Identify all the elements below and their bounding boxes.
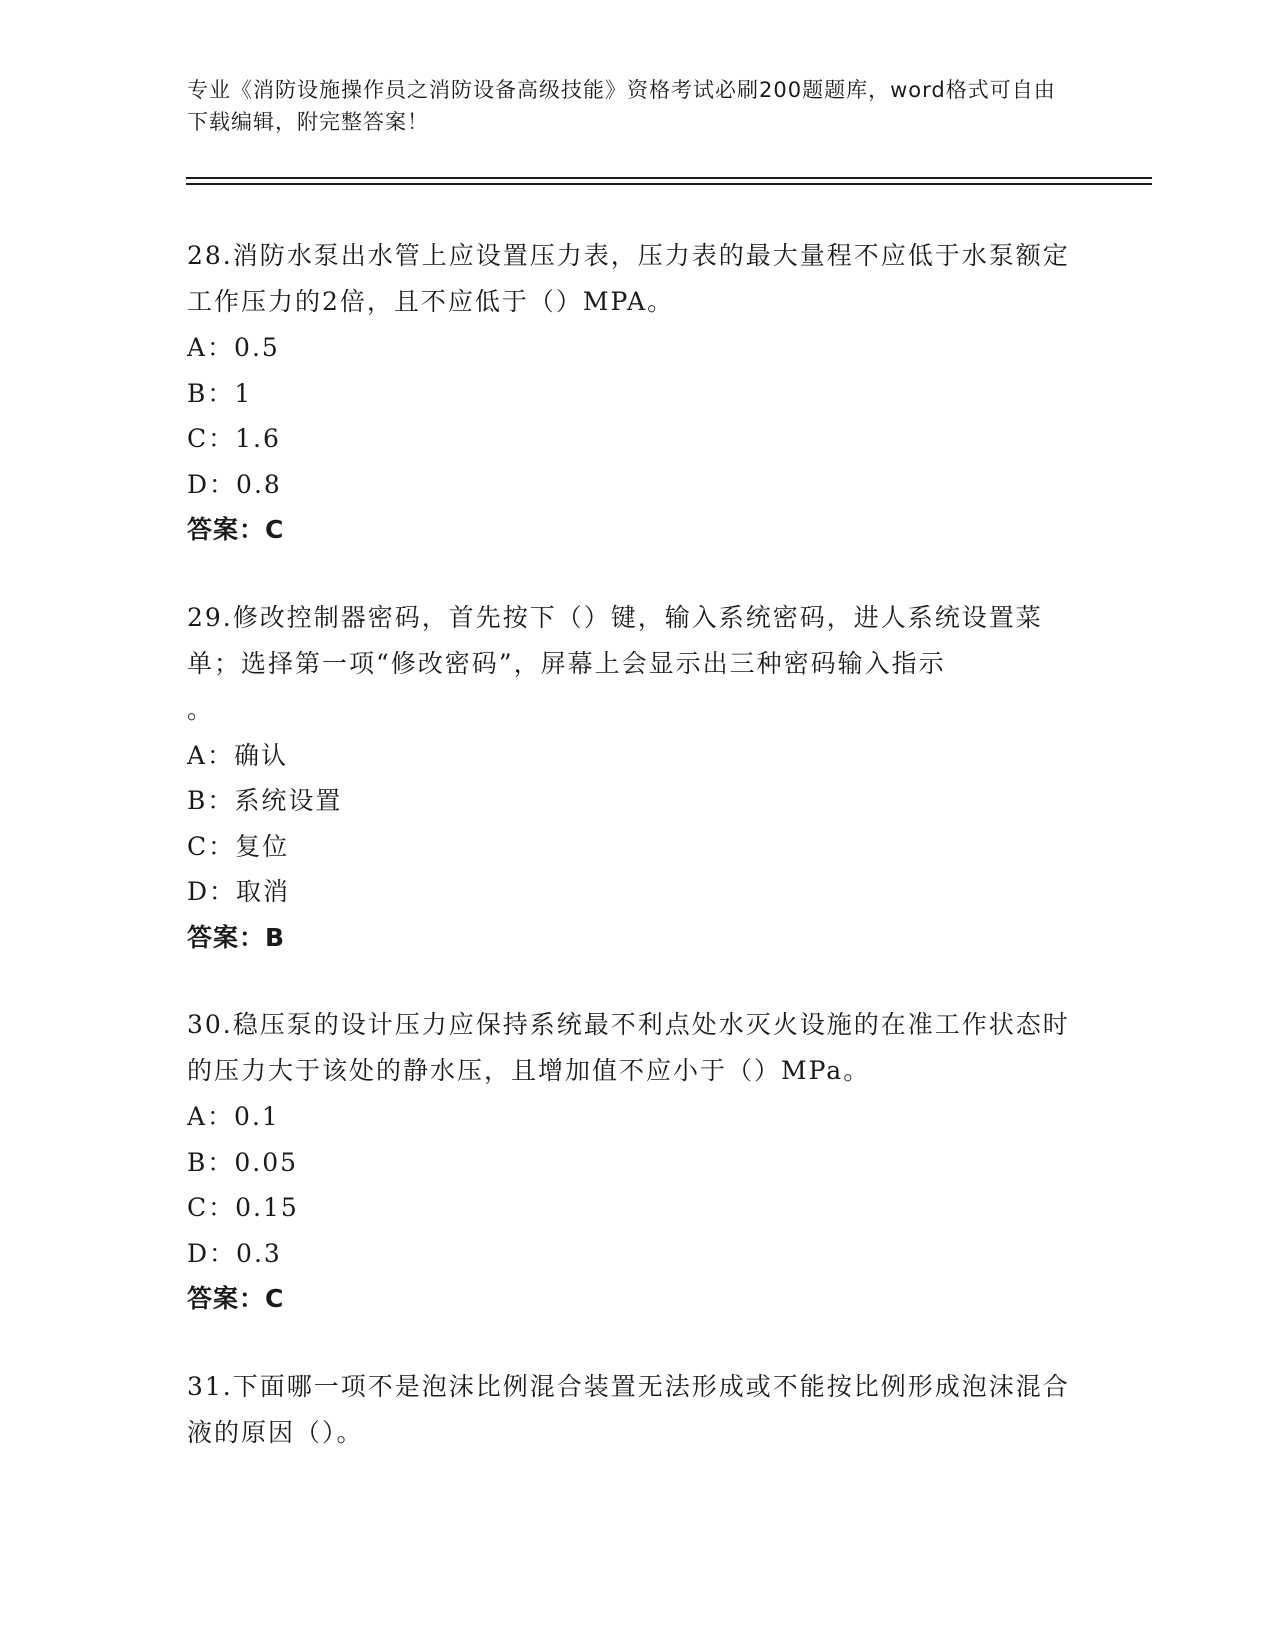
- option-d: D：取消: [187, 877, 291, 906]
- option-c: C：复位: [187, 831, 290, 861]
- answer-line: 答案：C: [187, 515, 285, 544]
- option-a: A：0.1: [187, 1102, 280, 1131]
- question-29: [187, 595, 1077, 961]
- question-stem: 28.消防水泵出水管上应设置压力表，压力表的最大量程不应低于水泵额定工作压力的2倍，且不应低于（）MPA。: [187, 241, 1070, 316]
- option-c: C：1.6: [187, 424, 281, 453]
- option-a: A：0.5: [187, 333, 280, 362]
- option-c: C：0.15: [187, 1193, 299, 1222]
- question-28: [187, 233, 1077, 553]
- question-list: [187, 233, 1077, 1498]
- question-stem: 31.下面哪一项不是泡沫比例混合装置无法形成或不能按比例形成泡沫混合液的原因（）。: [187, 1371, 1070, 1447]
- question-stem-text: 29.修改控制器密码，首先按下（）键，输入系统密码，进人系统设置菜单；选择第一项“修改密码”，屏幕上会显示出三种密码输入指示: [187, 602, 1043, 678]
- question-31: [187, 1364, 1077, 1456]
- question-stem-tail: 。: [187, 694, 215, 724]
- question-stem: 30.稳压泵的设计压力应保持系统最不利点处水灭火设施的在准工作状态时的压力大于该处的静水压，且增加值不应小于（）MPa。: [187, 1010, 1070, 1085]
- question-stem: [187, 595, 1077, 733]
- option-b: B：系统设置: [187, 786, 343, 815]
- header-divider-bottom: [186, 183, 1152, 185]
- option-b: B：0.05: [187, 1147, 299, 1177]
- header-divider-top: [186, 177, 1152, 179]
- answer-line: 答案：C: [187, 1284, 285, 1313]
- option-b: B：1: [187, 378, 253, 408]
- answer-line: 答案：B: [187, 922, 286, 952]
- option-a: A：确认: [187, 740, 289, 770]
- question-30: [187, 1002, 1077, 1322]
- option-d: D：0.3: [187, 1238, 282, 1268]
- document-header: 专业《消防设施操作员之消防设备高级技能》资格考试必刷200题题库，word格式可自由下载编辑，附完整答案！: [187, 78, 1056, 134]
- option-d: D：0.8: [187, 469, 282, 499]
